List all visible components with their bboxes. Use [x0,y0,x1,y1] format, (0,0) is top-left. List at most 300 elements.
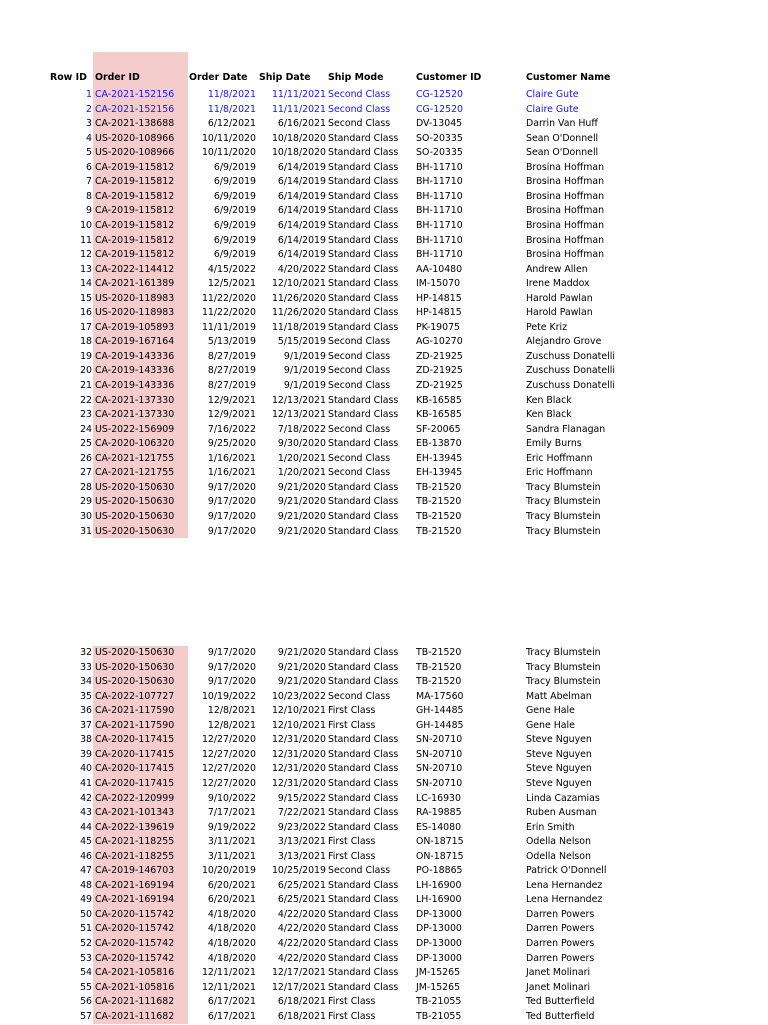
customer-name-cell: Brosina Hoffman [526,234,605,246]
order-date-cell: 6/20/2021 [207,879,256,891]
customer-name-cell: Darren Powers [526,908,595,920]
ship-date-cell: 4/20/2022 [277,263,326,275]
row-id-cell: 49 [80,894,92,906]
order-date-cell: 12/27/2020 [201,734,256,746]
customer-id-cell: ON-18715 [416,836,464,848]
row-id-cell: 9 [86,205,92,217]
order-date-cell: 4/15/2022 [207,263,256,275]
ship-date-cell: 6/14/2019 [277,161,326,173]
order-id-cell: CA-2020-106320 [95,438,175,450]
row-id-cell: 16 [80,307,92,319]
ship-date-cell: 12/31/2020 [271,748,326,760]
ship-mode-cell: Standard Class [328,205,399,217]
ship-mode-cell: Standard Class [328,263,399,275]
row-id-cell: 27 [80,467,92,479]
customer-id-cell: JM-15265 [416,967,461,979]
customer-id-cell: ZD-21925 [416,365,463,377]
order-id-cell: CA-2022-114412 [95,263,175,275]
header-order-id: Order ID [95,72,140,83]
order-date-cell: 4/18/2020 [207,908,256,920]
customer-name-cell: Janet Molinari [526,981,591,993]
ship-date-cell: 3/13/2021 [277,836,326,848]
order-date-cell: 6/9/2019 [213,205,256,217]
row-id-cell: 23 [80,409,92,421]
customer-id-cell: DP-13000 [416,908,462,920]
row-id-cell: 42 [80,792,92,804]
ship-date-cell: 1/20/2021 [277,452,326,464]
row-id-cell: 22 [80,394,92,406]
ship-date-cell: 6/14/2019 [277,219,326,231]
customer-name-cell: Harold Pawlan [526,292,593,304]
row-id-cell: 36 [80,705,92,717]
customer-name-cell: Steve Nguyen [526,748,592,760]
customer-id-cell: TB-21520 [416,510,462,522]
customer-name-cell: Irene Maddox [526,278,590,290]
customer-name-cell: Brosina Hoffman [526,205,605,217]
customer-id-cell: GH-14485 [416,719,464,731]
ship-mode-cell: Standard Class [328,661,399,673]
order-id-cell: CA-2020-115742 [95,938,175,949]
customer-name-cell: Steve Nguyen [526,734,592,746]
row-id-cell: 39 [80,748,92,760]
customer-id-cell: ZD-21925 [416,380,463,391]
customer-name-cell: Zuschuss Donatelli [526,365,615,377]
order-id-cell: CA-2021-161389 [95,278,175,290]
order-id-cell: CA-2019-115812 [95,190,175,202]
row-id-cell: 17 [80,321,92,333]
customer-id-cell: TB-21520 [416,496,462,508]
order-id-cell: CA-2019-115812 [95,219,175,231]
order-id-cell: CA-2021-138688 [95,118,175,130]
ship-mode-cell: Second Class [328,89,391,100]
order-date-cell: 12/27/2020 [201,748,256,760]
order-id-cell: CA-2021-111682 [95,1010,175,1022]
ship-date-cell: 9/1/2019 [283,350,326,362]
customer-id-cell: DV-13045 [416,118,463,130]
customer-name-cell: Odella Nelson [526,850,591,862]
customer-name-cell: Linda Cazamias [526,792,600,804]
order-id-cell: CA-2019-146703 [95,865,175,877]
ship-mode-cell: First Class [328,996,376,1008]
row-id-cell: 18 [80,336,92,348]
ship-mode-cell: Standard Class [328,821,399,833]
ship-mode-cell: Standard Class [328,676,399,688]
row-id-cell: 25 [80,438,92,450]
order-id-cell: CA-2019-167164 [95,336,175,348]
customer-name-cell: Tracy Blumstein [526,525,601,537]
order-date-cell: 3/11/2021 [207,850,256,862]
ship-date-cell: 12/10/2021 [271,705,326,717]
ship-mode-cell: Standard Class [328,438,399,450]
ship-date-cell: 6/14/2019 [277,249,326,261]
customer-id-cell: SN-20710 [416,734,463,746]
header-customer-id: Customer ID [416,72,482,83]
ship-date-cell: 6/14/2019 [277,176,326,188]
order-date-cell: 10/19/2022 [201,690,256,702]
order-id-cell: CA-2021-117590 [95,719,175,731]
customer-id-cell: SN-20710 [416,777,463,789]
row-id-cell: 28 [80,481,92,493]
row-id-cell: 50 [80,908,92,920]
ship-mode-cell: Standard Class [328,278,399,290]
row-id-cell: 44 [80,821,92,833]
customer-name-cell: Tracy Blumstein [526,510,601,522]
ship-date-cell: 5/15/2019 [277,336,326,348]
order-id-cell: CA-2021-137330 [95,409,175,421]
order-id-cell: CA-2022-139619 [95,821,175,833]
order-date-cell: 3/11/2021 [207,836,256,848]
order-id-cell: US-2020-150630 [95,525,175,537]
customer-id-cell: SN-20710 [416,763,463,775]
customer-id-cell: CG-12520 [416,89,464,100]
ship-date-cell: 12/17/2021 [271,981,326,993]
customer-name-cell: Zuschuss Donatelli [526,380,615,391]
ship-date-cell: 3/13/2021 [277,850,326,862]
order-id-cell: CA-2021-118255 [95,850,175,862]
customer-name-cell: Claire Gute [526,103,579,115]
ship-mode-cell: Second Class [328,336,391,348]
row-id-cell: 12 [80,249,92,261]
customer-name-cell: Ruben Ausman [526,807,597,819]
customer-id-cell: BH-11710 [416,205,463,217]
customer-id-cell: KB-16585 [416,409,462,421]
customer-name-cell: Tracy Blumstein [526,481,601,493]
customer-name-cell: Tracy Blumstein [526,496,601,508]
customer-id-cell: TB-21520 [416,525,462,537]
order-date-cell: 6/17/2021 [207,996,256,1008]
order-date-cell: 6/9/2019 [213,234,256,246]
ship-date-cell: 9/21/2020 [277,647,326,658]
row-id-cell: 43 [80,807,92,819]
ship-mode-cell: Second Class [328,118,391,130]
ship-date-cell: 9/21/2020 [277,481,326,493]
ship-date-cell: 11/11/2021 [271,89,326,100]
customer-name-cell: Tracy Blumstein [526,647,601,658]
order-id-cell: US-2020-108966 [95,132,175,144]
customer-id-cell: BH-11710 [416,161,463,173]
order-date-cell: 4/18/2020 [207,923,256,935]
customer-id-cell: SF-20065 [416,423,461,435]
order-id-cell: US-2020-118983 [95,292,175,304]
customer-id-cell: BH-11710 [416,190,463,202]
row-id-cell: 47 [80,865,92,877]
customer-name-cell: Brosina Hoffman [526,161,605,173]
ship-date-cell: 12/10/2021 [271,719,326,731]
order-date-cell: 1/16/2021 [207,467,256,479]
customer-name-cell: Sean O'Donnell [526,147,599,159]
ship-mode-cell: First Class [328,719,376,731]
ship-mode-cell: Standard Class [328,763,399,775]
order-id-cell: US-2020-150630 [95,481,175,493]
order-date-cell: 12/11/2021 [201,967,256,979]
customer-name-cell: Zuschuss Donatelli [526,350,615,362]
ship-mode-cell: Second Class [328,103,391,115]
row-id-cell: 45 [80,836,92,848]
customer-id-cell: TB-21520 [416,676,462,688]
order-date-cell: 7/17/2021 [207,807,256,819]
ship-date-cell: 6/14/2019 [277,205,326,217]
row-id-cell: 57 [80,1010,92,1022]
row-id-cell: 6 [86,161,92,173]
order-id-cell: CA-2019-143336 [95,350,175,362]
row-id-cell: 4 [86,132,92,144]
customer-id-cell: DP-13000 [416,952,462,964]
customer-name-cell: Janet Molinari [526,967,591,979]
customer-name-cell: Sandra Flanagan [526,423,606,435]
ship-date-cell: 6/16/2021 [277,118,326,130]
ship-date-cell: 1/20/2021 [277,467,326,479]
ship-date-cell: 9/21/2020 [277,676,326,688]
customer-id-cell: EB-13870 [416,438,462,450]
order-date-cell: 12/8/2021 [207,705,256,717]
ship-mode-cell: First Class [328,850,376,862]
row-id-cell: 19 [80,350,92,362]
order-id-cell: US-2020-150630 [95,510,175,522]
customer-name-cell: Alejandro Grove [526,336,602,348]
ship-mode-cell: Standard Class [328,510,399,522]
order-date-cell: 9/17/2020 [207,676,256,688]
order-date-cell: 6/12/2021 [207,118,256,130]
ship-date-cell: 6/18/2021 [277,1010,326,1022]
customer-id-cell: BH-11710 [416,219,463,231]
order-date-cell: 4/18/2020 [207,952,256,964]
ship-date-cell: 11/26/2020 [271,307,326,319]
order-date-cell: 12/9/2021 [207,409,256,421]
header-row-id: Row ID [50,72,87,83]
order-date-cell: 11/22/2020 [201,307,256,319]
order-id-cell: US-2020-150630 [95,676,175,688]
ship-date-cell: 11/18/2019 [271,321,326,333]
row-id-cell: 41 [80,777,92,789]
customer-name-cell: Brosina Hoffman [526,190,605,202]
row-id-cell: 56 [80,996,92,1008]
ship-date-cell: 7/18/2022 [277,423,326,435]
customer-name-cell: Gene Hale [526,719,575,731]
customer-name-cell: Emily Burns [526,438,582,450]
customer-id-cell: GH-14485 [416,705,464,717]
row-id-cell: 53 [80,952,92,964]
order-id-cell: CA-2021-152156 [95,89,175,100]
order-id-cell: CA-2021-169194 [95,894,175,906]
order-date-cell: 9/17/2020 [207,661,256,673]
customer-id-cell: LH-16900 [416,879,462,891]
customer-id-cell: EH-13945 [416,452,463,464]
customer-id-cell: BH-11710 [416,249,463,261]
customer-name-cell: Ken Black [526,394,572,406]
ship-mode-cell: First Class [328,836,376,848]
customer-id-cell: BH-11710 [416,234,463,246]
ship-date-cell: 6/18/2021 [277,996,326,1008]
row-id-cell: 13 [80,263,92,275]
customer-id-cell: ZD-21925 [416,350,463,362]
row-id-cell: 37 [80,719,92,731]
customer-name-cell: Lena Hernandez [526,879,603,891]
order-id-cell: CA-2021-101343 [95,807,175,819]
ship-mode-cell: Second Class [328,423,391,435]
header-order-date: Order Date [189,72,248,83]
ship-date-cell: 4/22/2020 [277,952,326,964]
ship-mode-cell: Second Class [328,690,391,702]
ship-date-cell: 10/18/2020 [271,147,326,159]
row-id-cell: 34 [80,676,92,688]
row-id-cell: 21 [80,380,92,391]
customer-name-cell: Brosina Hoffman [526,219,605,231]
ship-mode-cell: Standard Class [328,923,399,935]
row-id-cell: 51 [80,923,92,935]
ship-date-cell: 6/14/2019 [277,190,326,202]
order-id-cell: CA-2021-105816 [95,967,175,979]
order-date-cell: 10/11/2020 [201,147,256,159]
customer-id-cell: ES-14080 [416,821,462,833]
row-id-cell: 38 [80,734,92,746]
order-id-cell: CA-2020-117415 [95,777,175,789]
order-date-cell: 12/11/2021 [201,981,256,993]
order-id-cell: CA-2019-115812 [95,205,175,217]
customer-id-cell: KB-16585 [416,394,462,406]
ship-date-cell: 9/1/2019 [283,380,326,391]
order-id-cell: CA-2022-120999 [95,792,175,804]
ship-mode-cell: Second Class [328,365,391,377]
order-date-cell: 9/17/2020 [207,525,256,537]
ship-mode-cell: Second Class [328,467,391,479]
customer-id-cell: RA-19885 [416,807,462,819]
ship-mode-cell: Standard Class [328,879,399,891]
ship-date-cell: 11/11/2021 [271,103,326,115]
ship-date-cell: 6/25/2021 [277,879,326,891]
row-id-cell: 7 [86,176,92,188]
order-date-cell: 11/22/2020 [201,292,256,304]
customer-id-cell: HP-14815 [416,292,462,304]
ship-mode-cell: Standard Class [328,219,399,231]
ship-mode-cell: Standard Class [328,908,399,920]
order-date-cell: 11/8/2021 [207,103,256,115]
order-date-cell: 9/19/2022 [207,821,256,833]
ship-mode-cell: Standard Class [328,481,399,493]
row-id-cell: 1 [86,89,92,100]
order-id-cell: CA-2019-115812 [95,234,175,246]
order-date-cell: 12/27/2020 [201,777,256,789]
order-date-cell: 12/27/2020 [201,763,256,775]
order-date-cell: 11/8/2021 [207,89,256,100]
order-date-cell: 6/9/2019 [213,176,256,188]
ship-mode-cell: Standard Class [328,190,399,202]
ship-date-cell: 12/13/2021 [271,394,326,406]
order-id-cell: CA-2021-118255 [95,836,175,848]
order-id-cell: CA-2020-115742 [95,923,175,935]
order-id-cell: CA-2019-143336 [95,380,175,391]
order-id-cell: CA-2020-115742 [95,908,175,920]
ship-date-cell: 10/25/2019 [271,865,326,877]
order-id-cell: CA-2019-105893 [95,321,175,333]
order-date-cell: 5/13/2019 [207,336,256,348]
ship-mode-cell: Second Class [328,380,391,391]
customer-name-cell: Patrick O'Donnell [526,865,607,877]
order-date-cell: 9/17/2020 [207,510,256,522]
customer-name-cell: Brosina Hoffman [526,176,605,188]
order-id-cell: CA-2021-117590 [95,705,175,717]
order-date-cell: 12/8/2021 [207,719,256,731]
ship-mode-cell: Standard Class [328,938,399,949]
order-date-cell: 8/27/2019 [207,365,256,377]
customer-name-cell: Ted Butterfield [526,1010,595,1022]
ship-date-cell: 12/17/2021 [271,967,326,979]
order-date-cell: 10/11/2020 [201,132,256,144]
ship-mode-cell: Standard Class [328,807,399,819]
row-id-cell: 32 [80,647,92,658]
order-id-cell: CA-2019-115812 [95,249,175,261]
order-date-cell: 9/17/2020 [207,496,256,508]
customer-id-cell: DP-13000 [416,938,462,949]
row-id-cell: 14 [80,278,92,290]
customer-id-cell: BH-11710 [416,176,463,188]
ship-date-cell: 7/22/2021 [277,807,326,819]
ship-mode-cell: Standard Class [328,161,399,173]
row-id-cell: 35 [80,690,92,702]
row-id-cell: 2 [86,103,92,115]
ship-date-cell: 4/22/2020 [277,908,326,920]
customer-name-cell: Sean O'Donnell [526,132,599,144]
order-id-cell: CA-2019-115812 [95,176,175,188]
customer-id-cell: DP-13000 [416,923,462,935]
customer-id-cell: AA-10480 [416,263,463,275]
customer-name-cell: Eric Hoffmann [526,467,593,479]
ship-mode-cell: Standard Class [328,321,399,333]
customer-name-cell: Ken Black [526,409,572,421]
customer-id-cell: SO-20335 [416,132,463,144]
header-ship-date: Ship Date [259,72,311,83]
ship-date-cell: 12/31/2020 [271,763,326,775]
ship-mode-cell: First Class [328,1010,376,1022]
ship-mode-cell: Standard Class [328,292,399,304]
ship-mode-cell: Second Class [328,452,391,464]
ship-mode-cell: Standard Class [328,394,399,406]
order-id-cell: CA-2021-121755 [95,452,175,464]
order-date-cell: 12/9/2021 [207,394,256,406]
ship-mode-cell: Standard Class [328,307,399,319]
ship-mode-cell: Standard Class [328,249,399,261]
order-date-cell: 10/20/2019 [201,865,256,877]
customer-id-cell: SN-20710 [416,748,463,760]
ship-date-cell: 6/14/2019 [277,234,326,246]
order-date-cell: 9/17/2020 [207,481,256,493]
ship-mode-cell: Standard Class [328,952,399,964]
customer-id-cell: JM-15265 [416,981,461,993]
row-id-cell: 55 [80,981,92,993]
row-id-cell: 54 [80,967,92,979]
ship-mode-cell: Standard Class [328,409,399,421]
order-id-cell: CA-2021-152156 [95,103,175,115]
row-id-cell: 31 [80,525,92,537]
order-date-cell: 12/5/2021 [207,278,256,290]
header-customer-name: Customer Name [526,72,611,83]
customer-name-cell: Andrew Allen [526,263,588,275]
customer-id-cell: SO-20335 [416,147,463,159]
order-id-cell: CA-2021-137330 [95,394,175,406]
order-date-cell: 9/25/2020 [207,438,256,450]
customer-name-cell: Matt Abelman [526,690,592,702]
customer-name-cell: Harold Pawlan [526,307,593,319]
customer-name-cell: Erin Smith [526,821,575,833]
order-date-cell: 6/17/2021 [207,1010,256,1022]
order-date-cell: 6/9/2019 [213,219,256,231]
header-ship-mode: Ship Mode [328,72,384,83]
ship-date-cell: 11/26/2020 [271,292,326,304]
order-id-cell: CA-2021-111682 [95,996,175,1008]
customer-id-cell: AG-10270 [416,336,463,348]
customer-id-cell: LC-16930 [416,792,461,804]
row-id-cell: 40 [80,763,92,775]
ship-date-cell: 9/23/2022 [277,821,326,833]
